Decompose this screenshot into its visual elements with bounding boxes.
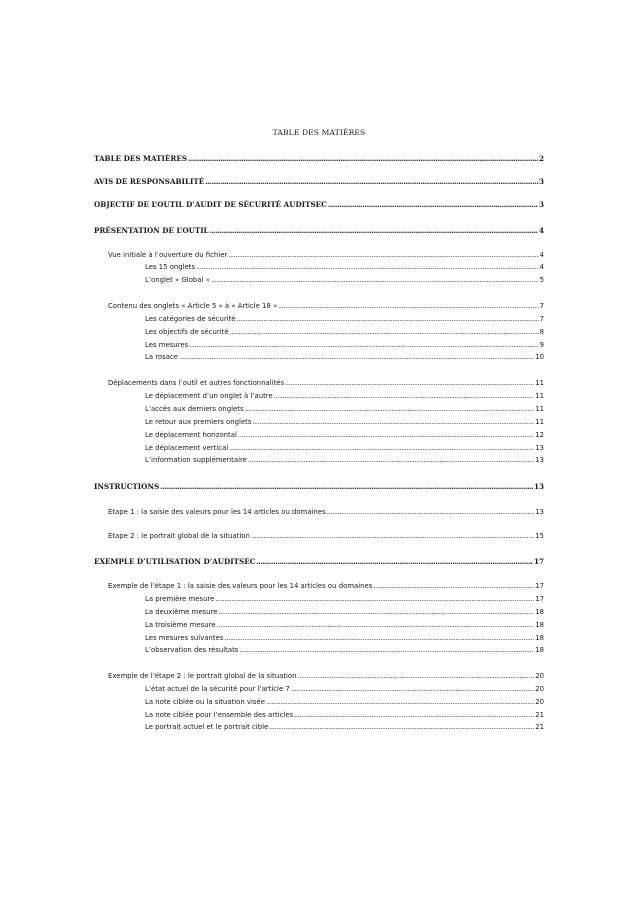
toc-entry-label: Déplacements dans l’outil et autres fonctionnalités: [108, 379, 285, 387]
toc-leader-dots: [215, 594, 534, 605]
toc-leader-dots: [373, 581, 534, 592]
toc-entry[interactable]: [145, 327, 544, 338]
toc-entry-label: Les mesures suivantes: [145, 634, 224, 642]
toc-leader-dots: [229, 443, 534, 454]
toc-leader-dots: [294, 710, 534, 721]
toc-entry[interactable]: [145, 391, 544, 402]
toc-leader-dots: [327, 507, 535, 518]
toc-entry-label: La deuxième mesure: [145, 608, 218, 616]
toc-entry-page-number: 13: [535, 508, 544, 516]
toc-entry[interactable]: [145, 645, 544, 656]
toc-leader-dots: [285, 378, 534, 389]
toc-leader-dots: [298, 671, 535, 682]
toc-entry-page-number: 11: [535, 418, 544, 426]
toc-entry[interactable]: [108, 531, 544, 542]
toc-entry[interactable]: [145, 594, 544, 605]
toc-entry-page-number: 9: [539, 341, 544, 349]
toc-entry[interactable]: [145, 404, 544, 415]
toc-entry-label: Les catégories de sécurité: [145, 315, 236, 323]
toc-leader-dots: [230, 327, 539, 338]
toc-entry-label: L’observation des résultats: [145, 646, 239, 654]
toc-leader-dots: [266, 697, 534, 708]
toc-entry[interactable]: [145, 430, 544, 441]
toc-entry-page-number: 10: [535, 353, 544, 361]
toc-entry[interactable]: [145, 417, 544, 428]
toc-entry-label: Le déplacement horizontal: [145, 431, 237, 439]
toc-leader-dots: [160, 481, 533, 492]
toc-entry-page-number: 18: [535, 608, 544, 616]
toc-entry[interactable]: [145, 455, 544, 466]
toc-entry-label: OBJECTIF DE L’OUTIL D’AUDIT DE SÉCURITÉ AUDITSEC: [94, 200, 327, 209]
toc-leader-dots: [291, 684, 534, 695]
toc-entry-label: Les objectifs de sécurité: [145, 328, 229, 336]
toc-entry[interactable]: [94, 176, 544, 187]
toc-entry-label: Étape 2 : le portrait global de la situation: [108, 532, 250, 540]
toc-entry-label: Exemple de l’étape 1 : la saisie des valeurs pour les 14 articles ou domaines: [108, 582, 373, 590]
toc-entry[interactable]: [108, 250, 544, 261]
toc-entry-page-number: 18: [535, 634, 544, 642]
toc-entry-label: La troisième mesure: [145, 621, 216, 629]
toc-entry[interactable]: [145, 620, 544, 631]
toc-entry-label: PRÉSENTATION DE L’OUTIL: [94, 226, 209, 235]
toc-entry-label: L’information supplémentaire: [145, 456, 247, 464]
toc-entry-label: La note ciblée pour l’ensemble des articles: [145, 711, 294, 719]
toc-entry[interactable]: [145, 697, 544, 708]
toc-entry[interactable]: [145, 340, 544, 351]
toc-entry-page-number: 4: [539, 251, 544, 259]
toc-entry-label: Le retour aux premiers onglets: [145, 418, 252, 426]
toc-entry-label: Étape 1 : la saisie des valeurs pour les 14 articles ou domaines: [108, 508, 326, 516]
toc-entry-label: AVIS DE RESPONSABILITÉ: [94, 177, 205, 186]
toc-leader-dots: [228, 250, 538, 261]
toc-entry-label: L’onglet « Global »: [145, 276, 210, 284]
toc-entry-page-number: 17: [533, 557, 544, 566]
toc-entry[interactable]: [145, 633, 544, 644]
toc-entry-label: Le portrait actuel et le portrait cible: [145, 723, 269, 731]
toc-entry-label: Le déplacement vertical: [145, 444, 229, 452]
toc-entry[interactable]: [145, 684, 544, 695]
toc-leader-dots: [237, 314, 539, 325]
toc-entry-page-number: 17: [535, 595, 544, 603]
toc-entry-label: L’état actuel de la sécurité pour l’article 7: [145, 685, 290, 693]
toc-leader-dots: [189, 340, 538, 351]
toc-entry-page-number: 8: [539, 328, 544, 336]
toc-entry-page-number: 13: [535, 456, 544, 464]
toc-entry[interactable]: [108, 378, 544, 389]
toc-leader-dots: [251, 531, 534, 542]
toc-leader-dots: [205, 176, 538, 187]
toc-leader-dots: [252, 417, 534, 428]
toc-entry-page-number: 17: [535, 582, 544, 590]
toc-entry-page-number: 7: [539, 315, 544, 323]
toc-entry-label: TABLE DES MATIÈRES: [94, 154, 188, 163]
toc-entry-page-number: 3: [538, 200, 544, 209]
toc-leader-dots: [224, 633, 534, 644]
toc-entry-label: INSTRUCTIONS: [94, 482, 160, 491]
toc-leader-dots: [239, 645, 534, 656]
toc-entry-page-number: 20: [535, 685, 544, 693]
toc-leader-dots: [274, 391, 534, 402]
toc-entry-page-number: 4: [539, 263, 544, 271]
toc-entry-label: EXEMPLE D’UTILISATION D’AUDITSEC: [94, 557, 256, 566]
toc-entry-page-number: 7: [539, 302, 544, 310]
toc-entry[interactable]: [94, 556, 544, 567]
toc-entry-label: Les 15 onglets: [145, 263, 196, 271]
toc-entry-page-number: 18: [535, 621, 544, 629]
toc-entry-page-number: 5: [539, 276, 544, 284]
toc-leader-dots: [188, 153, 538, 164]
toc-entry-label: Exemple de l’étape 2 : le portrait global de la situation: [108, 672, 297, 680]
toc-entry-page-number: 15: [535, 532, 544, 540]
toc-leader-dots: [245, 404, 535, 415]
toc-entry-page-number: 21: [535, 723, 544, 731]
toc-entry-page-number: 4: [538, 226, 544, 235]
page-title: TABLE DES MATIÈRES: [272, 128, 366, 137]
toc-entry-label: L’accès aux derniers onglets: [145, 405, 244, 413]
toc-entry[interactable]: [108, 507, 544, 518]
toc-entry-page-number: 20: [535, 672, 544, 680]
toc-entry[interactable]: [145, 710, 544, 721]
toc-leader-dots: [269, 722, 534, 733]
toc-entry[interactable]: [145, 352, 544, 363]
toc-entry-page-number: 11: [535, 379, 544, 387]
toc-leader-dots: [328, 199, 538, 210]
toc-entry[interactable]: [108, 301, 544, 312]
toc-entry-page-number: 13: [535, 444, 544, 452]
toc-entry-label: La note ciblée ou la situation visée: [145, 698, 265, 706]
toc-entry-label: Le déplacement d’un onglet à l’autre: [145, 392, 273, 400]
toc-entry[interactable]: [94, 199, 544, 210]
toc-entry-page-number: 18: [535, 646, 544, 654]
toc-entry[interactable]: [94, 225, 544, 236]
toc-leader-dots: [278, 301, 538, 312]
toc-entry-label: Les mesures: [145, 341, 189, 349]
toc-leader-dots: [211, 275, 539, 286]
toc-entry-page-number: 2: [538, 154, 544, 163]
toc-entry[interactable]: [108, 671, 544, 682]
toc-entry-page-number: 20: [535, 698, 544, 706]
toc-entry-page-number: 3: [538, 177, 544, 186]
toc-entry-page-number: 11: [535, 392, 544, 400]
toc-leader-dots: [210, 225, 538, 236]
toc-entry[interactable]: [94, 153, 544, 164]
toc-leader-dots: [256, 556, 533, 567]
toc-entry[interactable]: [94, 481, 544, 492]
toc-entry[interactable]: [108, 581, 544, 592]
toc-entry[interactable]: [145, 275, 544, 286]
toc-leader-dots: [179, 352, 534, 363]
toc-entry-page-number: 21: [535, 711, 544, 719]
toc-entry-label: Contenu des onglets « Article 5 » à « Article 18 »: [108, 302, 278, 310]
toc-entry[interactable]: [145, 722, 544, 733]
toc-entry-page-number: 12: [535, 431, 544, 439]
toc-entry[interactable]: [145, 314, 544, 325]
toc-entry-label: Vue initiale à l’ouverture du fichier: [108, 251, 228, 259]
toc-entry[interactable]: [145, 443, 544, 454]
toc-entry[interactable]: [145, 607, 544, 618]
toc-leader-dots: [238, 430, 534, 441]
toc-entry-page-number: 13: [533, 482, 544, 491]
toc-leader-dots: [218, 607, 534, 618]
toc-entry-label: La rosace: [145, 353, 178, 361]
toc-leader-dots: [196, 262, 539, 273]
toc-entry[interactable]: [145, 262, 544, 273]
toc-leader-dots: [216, 620, 534, 631]
toc-entry-page-number: 11: [535, 405, 544, 413]
toc-leader-dots: [248, 455, 534, 466]
toc-entry-label: La première mesure: [145, 595, 215, 603]
